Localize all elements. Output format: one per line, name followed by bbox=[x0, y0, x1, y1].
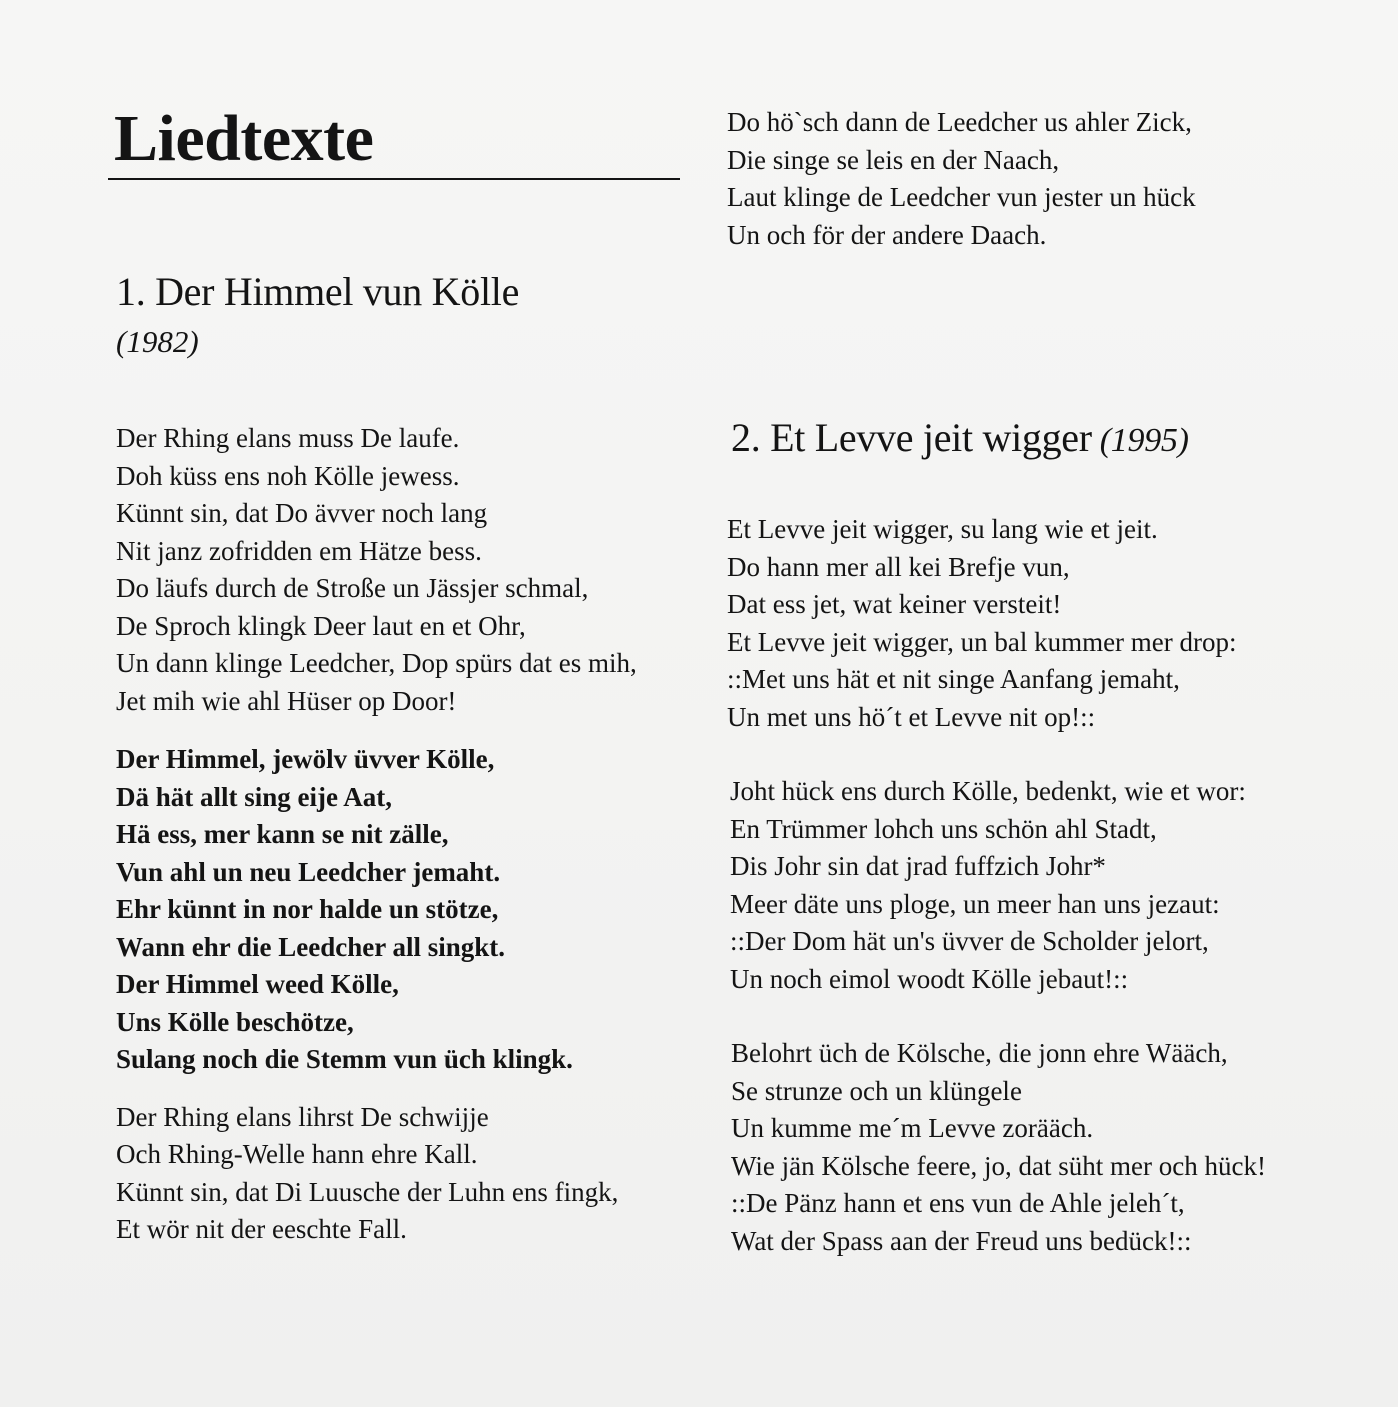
chorus-line: Wann ehr die Leedcher all singkt. bbox=[116, 931, 506, 962]
song1-stanza-3 bbox=[727, 104, 1327, 254]
song1-chorus bbox=[116, 741, 683, 1079]
chorus-line: Der Himmel, jewölv üvver Kölle, bbox=[116, 744, 495, 774]
lyric-line: Wat der Spass aan der Freud uns bedück!:: bbox=[731, 1225, 1192, 1256]
lyric-line: Do hann mer all kei Brefje vun, bbox=[727, 551, 1070, 582]
lyric-line: ::De Pänz hann et ens vun de Ahle jeleh´t, bbox=[731, 1188, 1185, 1218]
lyric-line: En Trümmer lohch uns schön ahl Stadt, bbox=[730, 813, 1157, 844]
lyric-line: Wie jän Kölsche feere, jo, dat süht mer och hück! bbox=[731, 1150, 1266, 1181]
chorus-line: Sulang noch die Stemm vun üch klingk. bbox=[116, 1044, 573, 1074]
song1-stanza-2 bbox=[116, 1099, 683, 1249]
lyric-line: Et Levve jeit wigger, su lang wie et jeit. bbox=[727, 514, 1158, 544]
lyric-line: Joht hück ens durch Kölle, bedenkt, wie et wor: bbox=[730, 776, 1246, 806]
page-heading: Liedtexte bbox=[114, 102, 374, 175]
song1-stanza-1 bbox=[116, 420, 683, 720]
lyric-line: Do läufs durch de Stroße un Jässjer schmal, bbox=[116, 573, 589, 603]
lyric-line: ::Met uns hät et nit singe Aanfang jemaht, bbox=[727, 664, 1180, 694]
lyric-line: De Sproch klingk Deer laut en et Ohr, bbox=[116, 610, 526, 641]
lyric-line: Künnt sin, dat Do ävver noch lang bbox=[116, 498, 488, 528]
lyric-line: Doh küss ens noh Kölle jewess. bbox=[116, 460, 460, 491]
song2-stanza-2 bbox=[730, 773, 1327, 998]
song2-title-line bbox=[731, 414, 1327, 465]
chorus-line: Hä ess, mer kann se nit zälle, bbox=[116, 819, 449, 849]
lyric-line: Un noch eimol woodt Kölle jebaut!:: bbox=[730, 963, 1129, 994]
lyric-line: Nit janz zofridden em Hätze bess. bbox=[116, 535, 482, 566]
lyric-line: Belohrt üch de Kölsche, die jonn ehre Wääch, bbox=[731, 1038, 1228, 1068]
chorus-line: Uns Kölle beschötze, bbox=[116, 1006, 354, 1037]
chorus-line: Ehr künnt in nor halde un stötze, bbox=[116, 894, 499, 924]
lyric-line: Un met uns hö´t et Levve nit op!:: bbox=[727, 701, 1096, 732]
chorus-line: Vun ahl un neu Leedcher jemaht. bbox=[116, 856, 501, 887]
lyric-line: Do hö`sch dann de Leedcher us ahler Zick, bbox=[727, 107, 1192, 137]
song1-year: (1982) bbox=[116, 324, 199, 359]
lyric-line: Un dann klinge Leedcher, Dop spürs dat es mih, bbox=[116, 648, 637, 678]
song2-year: (1995) bbox=[1099, 422, 1189, 459]
lyric-line: Jet mih wie ahl Hüser op Door! bbox=[116, 685, 457, 716]
song2-heading bbox=[731, 414, 1327, 465]
song2-stanza-1 bbox=[727, 511, 1327, 736]
lyric-line: Meer däte uns ploge, un meer han uns jezaut: bbox=[730, 888, 1220, 919]
right-column bbox=[727, 104, 1327, 1260]
lyric-line: Künnt sin, dat Di Luusche der Luhn ens fingk, bbox=[116, 1176, 619, 1207]
lyric-line: Dat ess jet, wat keiner versteit! bbox=[727, 589, 1062, 619]
left-column bbox=[108, 100, 683, 1249]
song2-title: 2. Et Levve jeit wigger bbox=[731, 415, 1092, 460]
chorus-line: Der Himmel weed Kölle, bbox=[116, 969, 399, 999]
lyric-line: Laut klinge de Leedcher vun jester un hück bbox=[727, 182, 1196, 212]
lyric-line: Die singe se leis en der Naach, bbox=[727, 144, 1060, 175]
heading-rule bbox=[108, 178, 680, 180]
lyric-line: Och Rhing-Welle hann ehre Kall. bbox=[116, 1139, 478, 1169]
chorus-line: Dä hät allt sing eije Aat, bbox=[116, 781, 392, 812]
lyric-line: Der Rhing elans lihrst De schwijje bbox=[116, 1101, 489, 1132]
song1-title: 1. Der Himmel vun Kölle bbox=[116, 269, 520, 314]
lyric-line: Et wör nit der eeschte Fall. bbox=[116, 1214, 407, 1244]
song2-stanza-3 bbox=[731, 1035, 1327, 1260]
lyric-line: Dis Johr sin dat jrad fuffzich Johr* bbox=[730, 851, 1106, 881]
lyric-line: ::Der Dom hät un's üvver de Scholder jelort, bbox=[730, 926, 1209, 956]
lyric-line: Un kumme me´m Levve zorääch. bbox=[731, 1113, 1094, 1143]
lyric-line: Et Levve jeit wigger, un bal kummer mer drop: bbox=[727, 626, 1237, 657]
lyric-line: Der Rhing elans muss De laufe. bbox=[116, 423, 460, 453]
lyric-line: Se strunze och un klüngele bbox=[731, 1075, 1022, 1106]
lyric-line: Un och för der andere Daach. bbox=[727, 219, 1047, 250]
